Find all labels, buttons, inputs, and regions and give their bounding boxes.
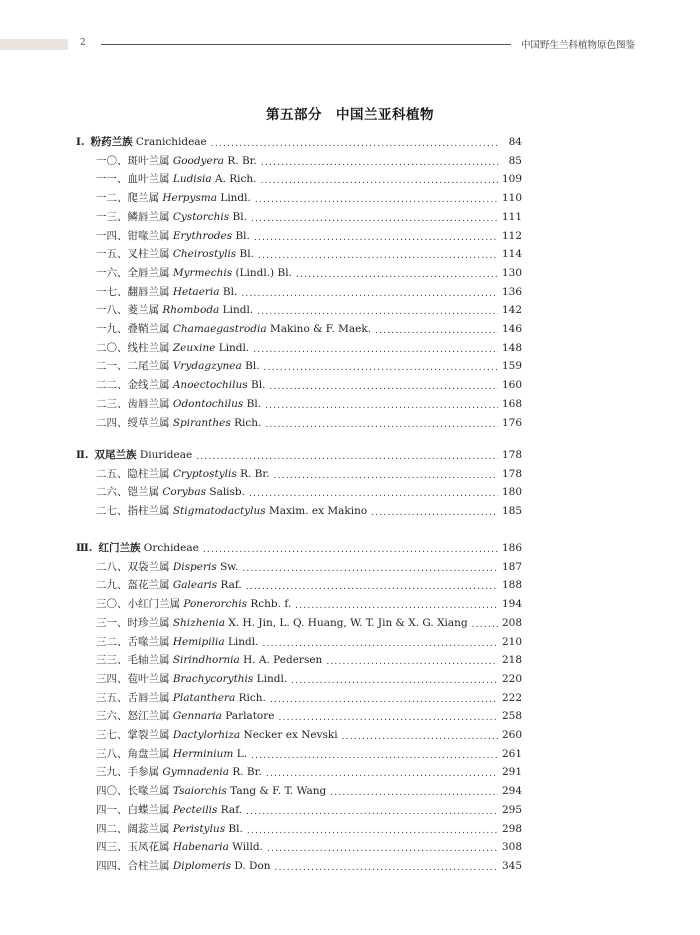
section-title: 第五部分 中国兰亚科植物 — [266, 107, 434, 123]
running-title: 中国野生兰科植物原色图鉴 — [521, 40, 636, 51]
toc-genus-entry[interactable] — [96, 152, 522, 170]
genus-latin-name: Zeuxine — [172, 341, 216, 354]
genus-number: 三七、 — [96, 729, 128, 741]
tribe-numeral: Ⅰ. — [76, 136, 85, 148]
toc-genus-entry[interactable] — [96, 782, 522, 800]
genus-latin-name: Cheirostylis — [172, 248, 237, 261]
dot-leader — [266, 763, 498, 781]
genus-number: 三四、 — [96, 672, 128, 685]
genus-latin-name: Gymnadenia — [162, 766, 229, 779]
genus-chinese-name: 鳞唇兰属 — [127, 210, 170, 223]
genus-number: 四四、 — [96, 859, 128, 872]
genus-page-number: 159 — [501, 360, 522, 373]
genus-number: 三九、 — [96, 766, 128, 779]
genus-number: 四三、 — [96, 841, 128, 854]
genus-number: 三八、 — [96, 747, 128, 760]
genus-latin-name: Ludisia — [172, 173, 212, 186]
tribe-chinese-name: 红门兰族 — [98, 542, 141, 554]
genus-number: 三五、 — [96, 691, 128, 704]
genus-page-number: 291 — [501, 766, 522, 779]
dot-leader — [203, 539, 498, 557]
genus-latin-name: Diplomeris — [172, 859, 231, 872]
toc-genus-entry[interactable] — [96, 376, 522, 394]
genus-latin-name: Hetaeria — [172, 285, 220, 298]
genus-number: 二二、 — [96, 379, 128, 392]
genus-author: A. Rich. — [215, 173, 257, 186]
genus-page-number: 194 — [501, 598, 522, 611]
dot-leader — [241, 283, 498, 301]
genus-number: 一四、 — [96, 229, 128, 242]
genus-page-number: 188 — [501, 579, 522, 592]
genus-author: R. Br. — [240, 467, 270, 480]
genus-number: 四一、 — [96, 803, 128, 816]
toc-genus-entry[interactable] — [96, 170, 522, 188]
genus-latin-name: Odontochilus — [172, 397, 244, 410]
genus-number: 一一、 — [96, 173, 128, 186]
genus-latin-name: Pecteilis — [172, 803, 218, 816]
genus-chinese-name: 角盘兰属 — [127, 747, 170, 760]
toc-genus-entry[interactable] — [96, 227, 522, 245]
genus-number: 四二、 — [96, 822, 128, 835]
genus-page-number: 109 — [501, 173, 522, 186]
genus-author: Rich. — [234, 416, 262, 429]
genus-page-number: 261 — [501, 747, 522, 760]
genus-latin-name: Shizhenia — [172, 616, 226, 629]
dot-leader — [267, 838, 498, 856]
genus-latin-name: Spiranthes — [172, 416, 231, 429]
toc-genus-entry[interactable] — [96, 283, 522, 301]
genus-author: Bl. — [246, 397, 262, 410]
toc-genus-entry[interactable] — [96, 502, 522, 520]
genus-chinese-name: 叠鞘兰属 — [127, 323, 170, 335]
genus-author: Necker ex Nevski — [243, 729, 338, 741]
toc-genus-entry[interactable] — [96, 264, 522, 282]
toc-genus-entry[interactable] — [96, 189, 522, 207]
genus-chinese-name: 长喙兰属 — [127, 785, 170, 798]
genus-latin-name: Disperis — [172, 560, 217, 573]
toc-genus-entry[interactable] — [96, 576, 522, 594]
dot-leader — [196, 446, 498, 464]
genus-page-number: 142 — [501, 304, 522, 317]
genus-chinese-name: 线柱兰属 — [127, 341, 170, 354]
dot-leader — [264, 357, 498, 375]
toc-genus-entry[interactable] — [96, 208, 522, 226]
genus-latin-name: Galearis — [172, 579, 218, 592]
genus-latin-name: Habenaria — [172, 841, 229, 854]
genus-page-number: 176 — [501, 416, 522, 429]
genus-page-number: 110 — [501, 192, 522, 205]
toc-genus-entry[interactable] — [96, 745, 522, 763]
toc-genus-entry[interactable] — [96, 726, 522, 744]
dot-leader — [278, 707, 497, 725]
genus-page-number: 111 — [501, 210, 522, 223]
toc-genus-entry[interactable] — [96, 245, 522, 263]
genus-latin-name: Chamaegastrodia — [172, 323, 267, 335]
genus-author: Lindl. — [256, 672, 288, 685]
dot-leader — [326, 651, 498, 669]
genus-latin-name: Gennaria — [172, 710, 222, 723]
genus-latin-name: Goodyera — [172, 154, 225, 167]
dot-leader — [261, 170, 498, 188]
genus-author: R. Br. — [232, 766, 262, 779]
genus-number: 一七、 — [96, 285, 128, 298]
genus-page-number: 298 — [501, 822, 522, 835]
toc-genus-entry[interactable] — [96, 320, 522, 338]
genus-page-number: 180 — [501, 486, 522, 499]
genus-chinese-name: 钳喙兰属 — [127, 229, 170, 242]
genus-page-number: 160 — [501, 379, 522, 392]
genus-latin-name: Cystorchis — [172, 210, 230, 223]
toc-genus-entry[interactable] — [96, 838, 522, 856]
genus-number: 二一、 — [96, 360, 128, 373]
genus-page-number: 260 — [501, 729, 522, 741]
genus-latin-name: Tsaiorchis — [172, 785, 227, 798]
genus-page-number: 168 — [501, 397, 522, 410]
dot-leader — [330, 782, 498, 800]
genus-latin-name: Vrydagzynea — [172, 360, 242, 373]
genus-chinese-name: 铠兰属 — [127, 486, 159, 499]
genus-latin-name: Ponerorchis — [183, 598, 248, 611]
genus-latin-name: Peristylus — [172, 822, 226, 835]
genus-chinese-name: 时珍兰属 — [127, 616, 170, 629]
genus-chinese-name: 掌裂兰属 — [127, 729, 170, 741]
genus-author: Bl. — [251, 379, 266, 392]
genus-page-number: 258 — [501, 710, 522, 723]
tribe-latin-name: Orchideae — [143, 542, 199, 554]
dot-leader — [262, 633, 498, 651]
genus-author: Sw. — [220, 560, 239, 573]
genus-latin-name: Stigmatodactylus — [172, 505, 266, 518]
genus-latin-name: Anoectochilus — [172, 379, 248, 392]
genus-page-number: 187 — [501, 560, 522, 573]
tribe-page-number: 186 — [501, 542, 522, 554]
dot-leader — [258, 245, 498, 263]
toc-genus-entry[interactable] — [96, 395, 522, 413]
genus-chinese-name: 斑叶兰属 — [127, 154, 170, 167]
genus-author: Lindl. — [218, 341, 250, 354]
tribe-latin-name: Cranichideae — [135, 136, 207, 148]
dot-leader — [291, 670, 498, 688]
genus-chinese-name: 全唇兰属 — [127, 266, 170, 279]
genus-latin-name: Myrmechis — [172, 266, 233, 279]
genus-chinese-name: 毛轴兰属 — [127, 654, 170, 667]
genus-number: 二八、 — [96, 560, 128, 573]
genus-author: Maxim. ex Makino — [268, 505, 368, 518]
dot-leader — [269, 376, 498, 394]
toc-tribe-entry[interactable] — [76, 446, 522, 464]
genus-chinese-name: 绶草兰属 — [127, 416, 170, 429]
genus-latin-name: Dactylorhiza — [172, 729, 241, 741]
dot-leader — [247, 820, 498, 838]
genus-chinese-name: 白蝶兰属 — [127, 803, 170, 816]
genus-number: 二四、 — [96, 416, 128, 429]
genus-chinese-name: 指柱兰属 — [127, 505, 170, 518]
genus-page-number: 185 — [501, 505, 522, 518]
toc-genus-entry[interactable] — [96, 651, 522, 669]
genus-number: 二三、 — [96, 397, 128, 410]
genus-page-number: 294 — [501, 785, 522, 798]
toc-tribe-entry[interactable] — [76, 539, 522, 557]
genus-author: Rchb. f. — [250, 598, 292, 611]
dot-leader — [295, 595, 498, 613]
genus-page-number: 208 — [501, 616, 522, 629]
genus-chinese-name: 苞叶兰属 — [127, 672, 170, 685]
tribe-numeral: Ⅲ. — [76, 542, 93, 554]
dot-leader — [246, 576, 498, 594]
genus-latin-name: Hemipilia — [172, 635, 225, 648]
genus-author: Bl. — [228, 822, 243, 835]
toc-tribe-entry[interactable] — [76, 133, 522, 151]
genus-author: Raf. — [220, 803, 243, 816]
genus-author: Bl. — [245, 360, 260, 373]
genus-page-number: 112 — [501, 229, 522, 242]
toc-genus-entry[interactable] — [96, 633, 522, 651]
dot-leader — [251, 745, 498, 763]
toc-genus-entry[interactable] — [96, 357, 522, 375]
genus-chinese-name: 叉柱兰属 — [127, 248, 170, 261]
genus-author: Salisb. — [209, 486, 245, 499]
toc-genus-entry[interactable] — [96, 707, 522, 725]
dot-leader — [274, 465, 498, 483]
genus-author: Bl. — [239, 248, 254, 261]
toc-genus-entry[interactable] — [96, 857, 522, 875]
genus-author: Makino & F. Maek. — [269, 323, 372, 335]
tribe-numeral: Ⅱ. — [76, 449, 89, 461]
genus-author: Bl. — [222, 285, 238, 298]
toc-genus-entry[interactable] — [96, 670, 522, 688]
genus-chinese-name: 小红门兰属 — [127, 598, 180, 611]
genus-author: Bl. — [235, 229, 250, 242]
toc-genus-entry[interactable] — [96, 414, 522, 432]
genus-page-number: 308 — [501, 841, 522, 854]
genus-chinese-name: 血叶兰属 — [127, 173, 170, 186]
genus-chinese-name: 玉凤花属 — [127, 841, 170, 854]
genus-page-number: 210 — [501, 635, 522, 648]
genus-chinese-name: 盔花兰属 — [127, 579, 170, 592]
genus-number: 四〇、 — [96, 785, 128, 798]
toc-genus-entry[interactable] — [96, 801, 522, 819]
genus-number: 一三、 — [96, 210, 128, 223]
genus-chinese-name: 阔蕊兰属 — [127, 822, 170, 835]
genus-author: Bl. — [232, 210, 247, 223]
genus-number: 一六、 — [96, 266, 128, 279]
genus-latin-name: Rhomboda — [162, 304, 220, 317]
genus-number: 一五、 — [96, 248, 128, 261]
toc-genus-entry[interactable] — [96, 558, 522, 576]
genus-page-number: 130 — [501, 266, 522, 279]
genus-page-number: 345 — [501, 859, 522, 872]
genus-latin-name: Erythrodes — [172, 229, 233, 242]
genus-number: 二七、 — [96, 505, 128, 518]
dot-leader — [254, 227, 498, 245]
toc-genus-entry[interactable] — [96, 595, 522, 613]
genus-chinese-name: 隐柱兰属 — [127, 467, 170, 480]
tribe-chinese-name: 粉药兰族 — [90, 136, 133, 148]
genus-chinese-name: 金线兰属 — [127, 379, 170, 392]
genus-chinese-name: 舌唇兰属 — [127, 691, 170, 704]
genus-latin-name: Herminium — [172, 747, 234, 760]
dot-leader — [261, 152, 500, 170]
genus-page-number: 220 — [501, 672, 522, 685]
dot-leader — [251, 208, 498, 226]
genus-chinese-name: 手参属 — [127, 766, 159, 779]
dot-leader — [371, 502, 498, 520]
dot-leader — [211, 133, 500, 151]
genus-page-number: 85 — [508, 154, 522, 167]
tribe-latin-name: Diurideae — [139, 449, 193, 461]
toc-genus-entry[interactable] — [96, 820, 522, 838]
genus-author: Lindl. — [220, 192, 251, 205]
genus-chinese-name: 怒江兰属 — [127, 710, 170, 723]
toc-genus-entry[interactable] — [96, 339, 522, 357]
genus-author: X. H. Jin, L. Q. Huang, W. T. Jin & X. G. Xiang — [228, 616, 468, 629]
tribe-page-number: 84 — [508, 136, 522, 148]
toc-genus-entry[interactable] — [96, 763, 522, 781]
dot-leader — [275, 857, 498, 875]
genus-latin-name: Sirindhornia — [172, 654, 240, 667]
dot-leader — [472, 614, 498, 632]
toc-genus-entry[interactable] — [96, 483, 522, 501]
page-number: 2 — [80, 38, 86, 48]
genus-chinese-name: 齿唇兰属 — [127, 397, 170, 410]
dot-leader — [296, 264, 498, 282]
genus-chinese-name: 爬兰属 — [127, 192, 159, 205]
dot-leader — [265, 395, 498, 413]
genus-author: Raf. — [220, 579, 242, 592]
dot-leader — [242, 558, 498, 576]
dot-leader — [253, 339, 498, 357]
genus-number: 三二、 — [96, 635, 128, 648]
genus-author: Rich. — [238, 691, 266, 704]
toc-genus-entry[interactable] — [96, 301, 522, 319]
genus-chinese-name: 双袋兰属 — [127, 560, 170, 573]
toc-genus-entry[interactable] — [96, 465, 522, 483]
genus-number: 二〇、 — [96, 341, 128, 354]
dot-leader — [249, 483, 498, 501]
dot-leader — [375, 320, 498, 338]
genus-chinese-name: 菱兰属 — [127, 304, 159, 317]
genus-latin-name: Herpysma — [162, 192, 217, 205]
genus-latin-name: Brachycorythis — [172, 672, 254, 685]
genus-number: 二六、 — [96, 486, 128, 499]
genus-page-number: 218 — [501, 654, 522, 667]
genus-chinese-name: 合柱兰属 — [127, 859, 170, 872]
genus-number: 三〇、 — [96, 598, 128, 611]
genus-number: 一〇、 — [96, 154, 128, 167]
genus-chinese-name: 舌喙兰属 — [127, 635, 170, 648]
genus-page-number: 148 — [501, 341, 522, 354]
dot-leader — [270, 689, 498, 707]
genus-author: Tang & F. T. Wang — [230, 785, 327, 798]
toc-genus-entry[interactable] — [96, 689, 522, 707]
genus-author: D. Don — [234, 859, 271, 872]
genus-author: R. Br. — [227, 154, 257, 167]
genus-latin-name: Cryptostylis — [172, 467, 237, 480]
header-accent-band — [0, 39, 68, 50]
dot-leader — [257, 301, 498, 319]
tribe-page-number: 178 — [501, 449, 522, 461]
genus-page-number: 178 — [501, 467, 522, 480]
dot-leader — [255, 189, 498, 207]
genus-page-number: 146 — [501, 323, 522, 335]
genus-page-number: 222 — [501, 691, 522, 704]
genus-author: L. — [236, 747, 248, 760]
genus-number: 三一、 — [96, 616, 128, 629]
dot-leader — [265, 414, 498, 432]
dot-leader — [246, 801, 498, 819]
genus-author: Lindl. — [222, 304, 254, 317]
genus-number: 一八、 — [96, 304, 128, 317]
genus-author: Lindl. — [227, 635, 259, 648]
genus-author: Parlatore — [225, 710, 275, 723]
genus-number: 三六、 — [96, 710, 128, 723]
genus-page-number: 136 — [501, 285, 522, 298]
toc-genus-entry[interactable] — [96, 614, 522, 632]
genus-number: 三三、 — [96, 654, 128, 667]
genus-number: 一九、 — [96, 323, 128, 335]
genus-latin-name: Platanthera — [172, 691, 236, 704]
tribe-chinese-name: 双尾兰族 — [94, 449, 137, 461]
genus-number: 二五、 — [96, 467, 128, 480]
genus-chinese-name: 二尾兰属 — [127, 360, 170, 373]
genus-number: 一二、 — [96, 192, 128, 205]
dot-leader — [342, 726, 498, 744]
genus-number: 二九、 — [96, 579, 128, 592]
genus-author: Willd. — [232, 841, 263, 854]
genus-chinese-name: 翻唇兰属 — [127, 285, 170, 298]
genus-page-number: 295 — [501, 803, 522, 816]
genus-author: H. A. Pedersen — [243, 654, 323, 667]
genus-latin-name: Corybas — [162, 486, 207, 499]
genus-page-number: 114 — [501, 248, 522, 261]
header-rule — [101, 44, 511, 45]
genus-author: (Lindl.) Bl. — [235, 266, 292, 279]
